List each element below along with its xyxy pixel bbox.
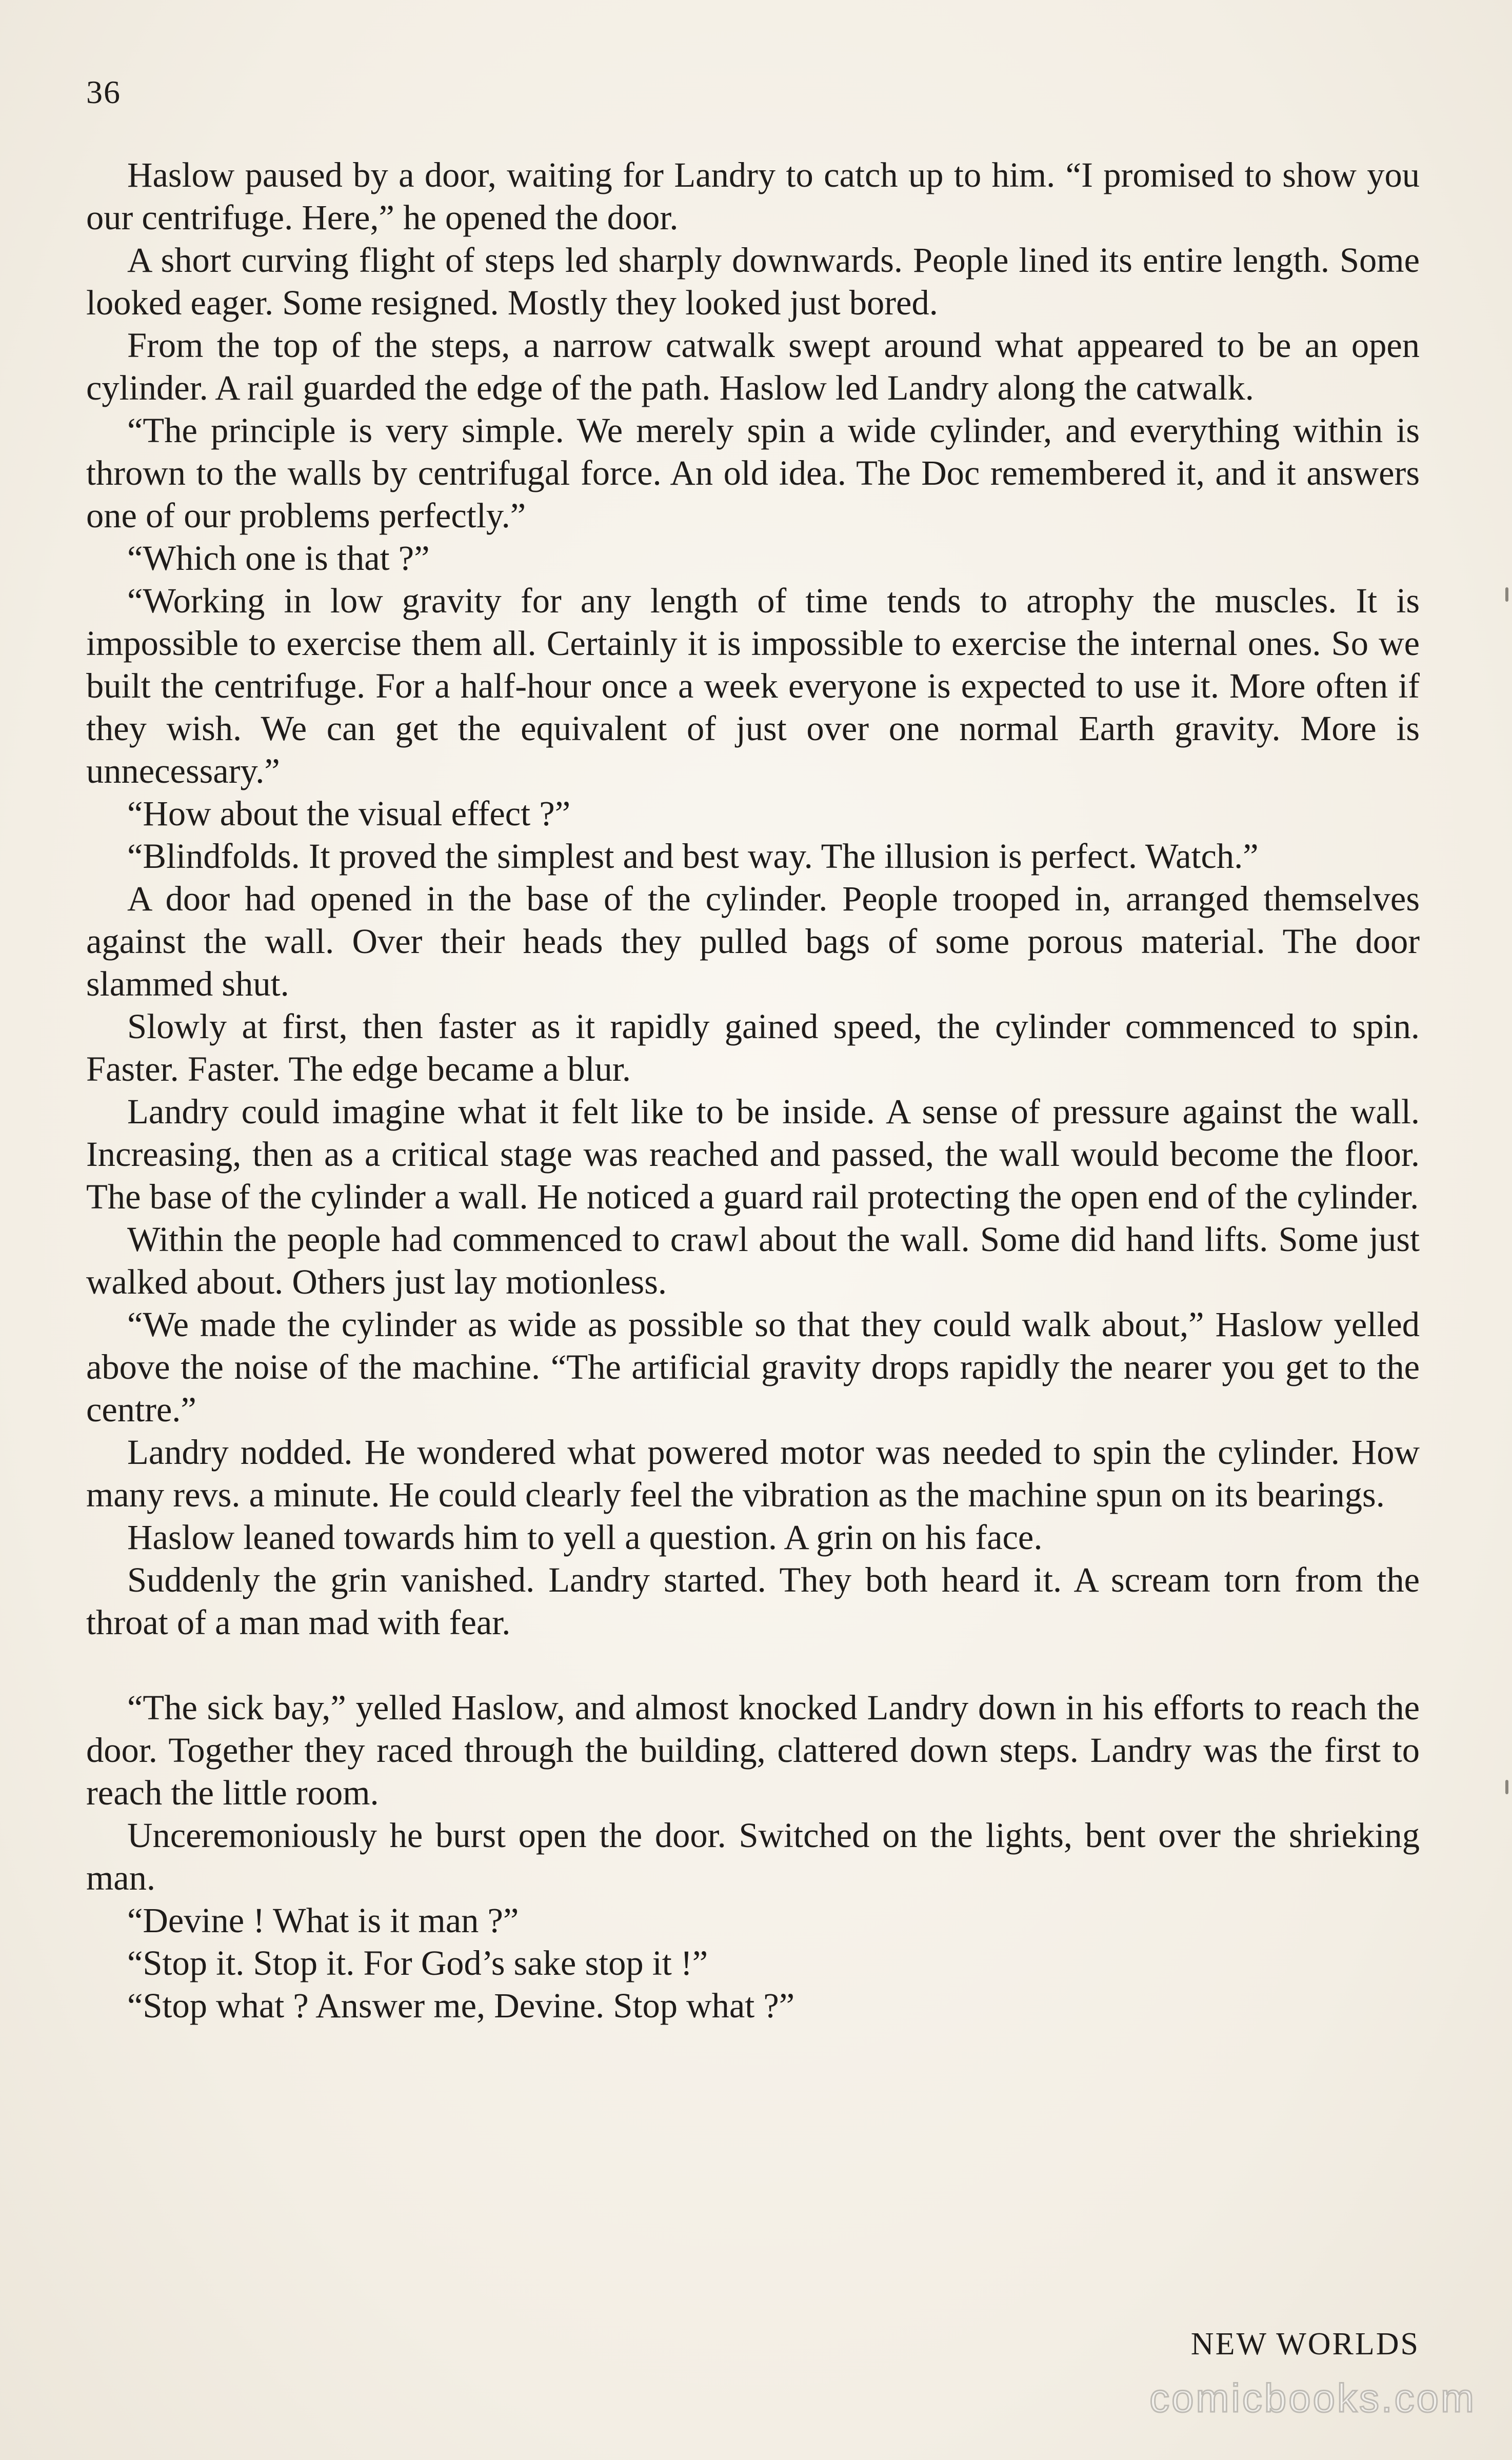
paragraph: A short curving flight of steps led sharply downwards. People lined its entire length. Some looked eager. Some resigned. Mostly they looked just bored. bbox=[86, 241, 1420, 322]
paragraph: “How about the visual effect ?” bbox=[127, 794, 571, 833]
paragraph: Haslow paused by a door, waiting for Landry to catch up to him. “I promised to show you our centrifuge. Here,” he opened the door. bbox=[86, 155, 1420, 237]
paragraph: “Devine ! What is it man ?” bbox=[127, 1901, 519, 1940]
paragraph: Landry nodded. He wondered what powered motor was needed to spin the cylinder. How many revs. a minute. He could clearly feel the vibration as the machine spun on its bearings. bbox=[86, 1433, 1420, 1514]
paragraph: “Stop what ? Answer me, Devine. Stop what ?” bbox=[127, 1986, 795, 2025]
paragraph: “The sick bay,” yelled Haslow, and almost knocked Landry down in his efforts to reach the door. Together they raced through the building, clattered down steps. Landry was the first to reach the little room. bbox=[86, 1688, 1420, 1812]
paragraph: “We made the cylinder as wide as possible so that they could walk about,” Haslow yelled above the noise of the machine. “The artificial gravity drops rapidly the nearer you get to the centre.” bbox=[86, 1305, 1420, 1429]
story-text bbox=[86, 154, 1420, 2027]
paragraph: Landry could imagine what it felt like to be inside. A sense of pressure against the wall. Increasing, then as a critical stage was reached and passed, the wall would become the floor. The base of the cylinder a wall. He noticed a guard rail protecting the open end of the cylinder. bbox=[86, 1092, 1420, 1216]
paragraph: Haslow leaned towards him to yell a question. A grin on his face. bbox=[127, 1518, 1043, 1557]
page-edge-mark bbox=[1505, 587, 1508, 602]
paragraph: “Stop it. Stop it. For God’s sake stop it !” bbox=[127, 1943, 708, 1982]
page-number: 36 bbox=[86, 74, 121, 110]
page-edge-mark bbox=[1505, 1780, 1508, 1794]
section-break bbox=[86, 1644, 1420, 1687]
paragraph: “Which one is that ?” bbox=[127, 539, 430, 578]
paragraph: Unceremoniously he burst open the door. Switched on the lights, bent over the shrieking man. bbox=[86, 1816, 1420, 1897]
paragraph: “The principle is very simple. We merely spin a wide cylinder, and everything within is thrown to the walls by centrifugal force. An old idea. The Doc remembered it, and it answers one of our problems perfectly.” bbox=[86, 411, 1420, 535]
magazine-footer: NEW WORLDS bbox=[1190, 2327, 1420, 2362]
paragraph: Slowly at first, then faster as it rapidly gained speed, the cylinder commenced to spin. Faster. Faster. The edge became a blur. bbox=[86, 1007, 1420, 1088]
paragraph: From the top of the steps, a narrow catwalk swept around what appeared to be an open cylinder. A rail guarded the edge of the path. Haslow led Landry along the catwalk. bbox=[86, 326, 1420, 407]
paragraph: Within the people had commenced to crawl about the wall. Some did hand lifts. Some just walked about. Others just lay motionless. bbox=[86, 1220, 1420, 1301]
paragraph: A door had opened in the base of the cylinder. People trooped in, arranged themselves against the wall. Over their heads they pulled bags of some porous material. The door slammed shut. bbox=[86, 879, 1420, 1003]
paragraph: “Working in low gravity for any length of time tends to atrophy the muscles. It is impossible to exercise them all. Certainly it is impossible to exercise the internal ones. So we built the centrifuge. For a half-hour once a week everyone is expected to use it. More often if they wish. We can get the equivalent of just over one normal Earth gravity. More is unnecessary.” bbox=[86, 581, 1420, 790]
paragraph: “Blindfolds. It proved the simplest and best way. The illusion is perfect. Watch.” bbox=[127, 837, 1259, 876]
site-watermark: comicbooks.com bbox=[1149, 2375, 1476, 2421]
paragraph: Suddenly the grin vanished. Landry started. They both heard it. A scream torn from the throat of a man mad with fear. bbox=[86, 1560, 1420, 1642]
